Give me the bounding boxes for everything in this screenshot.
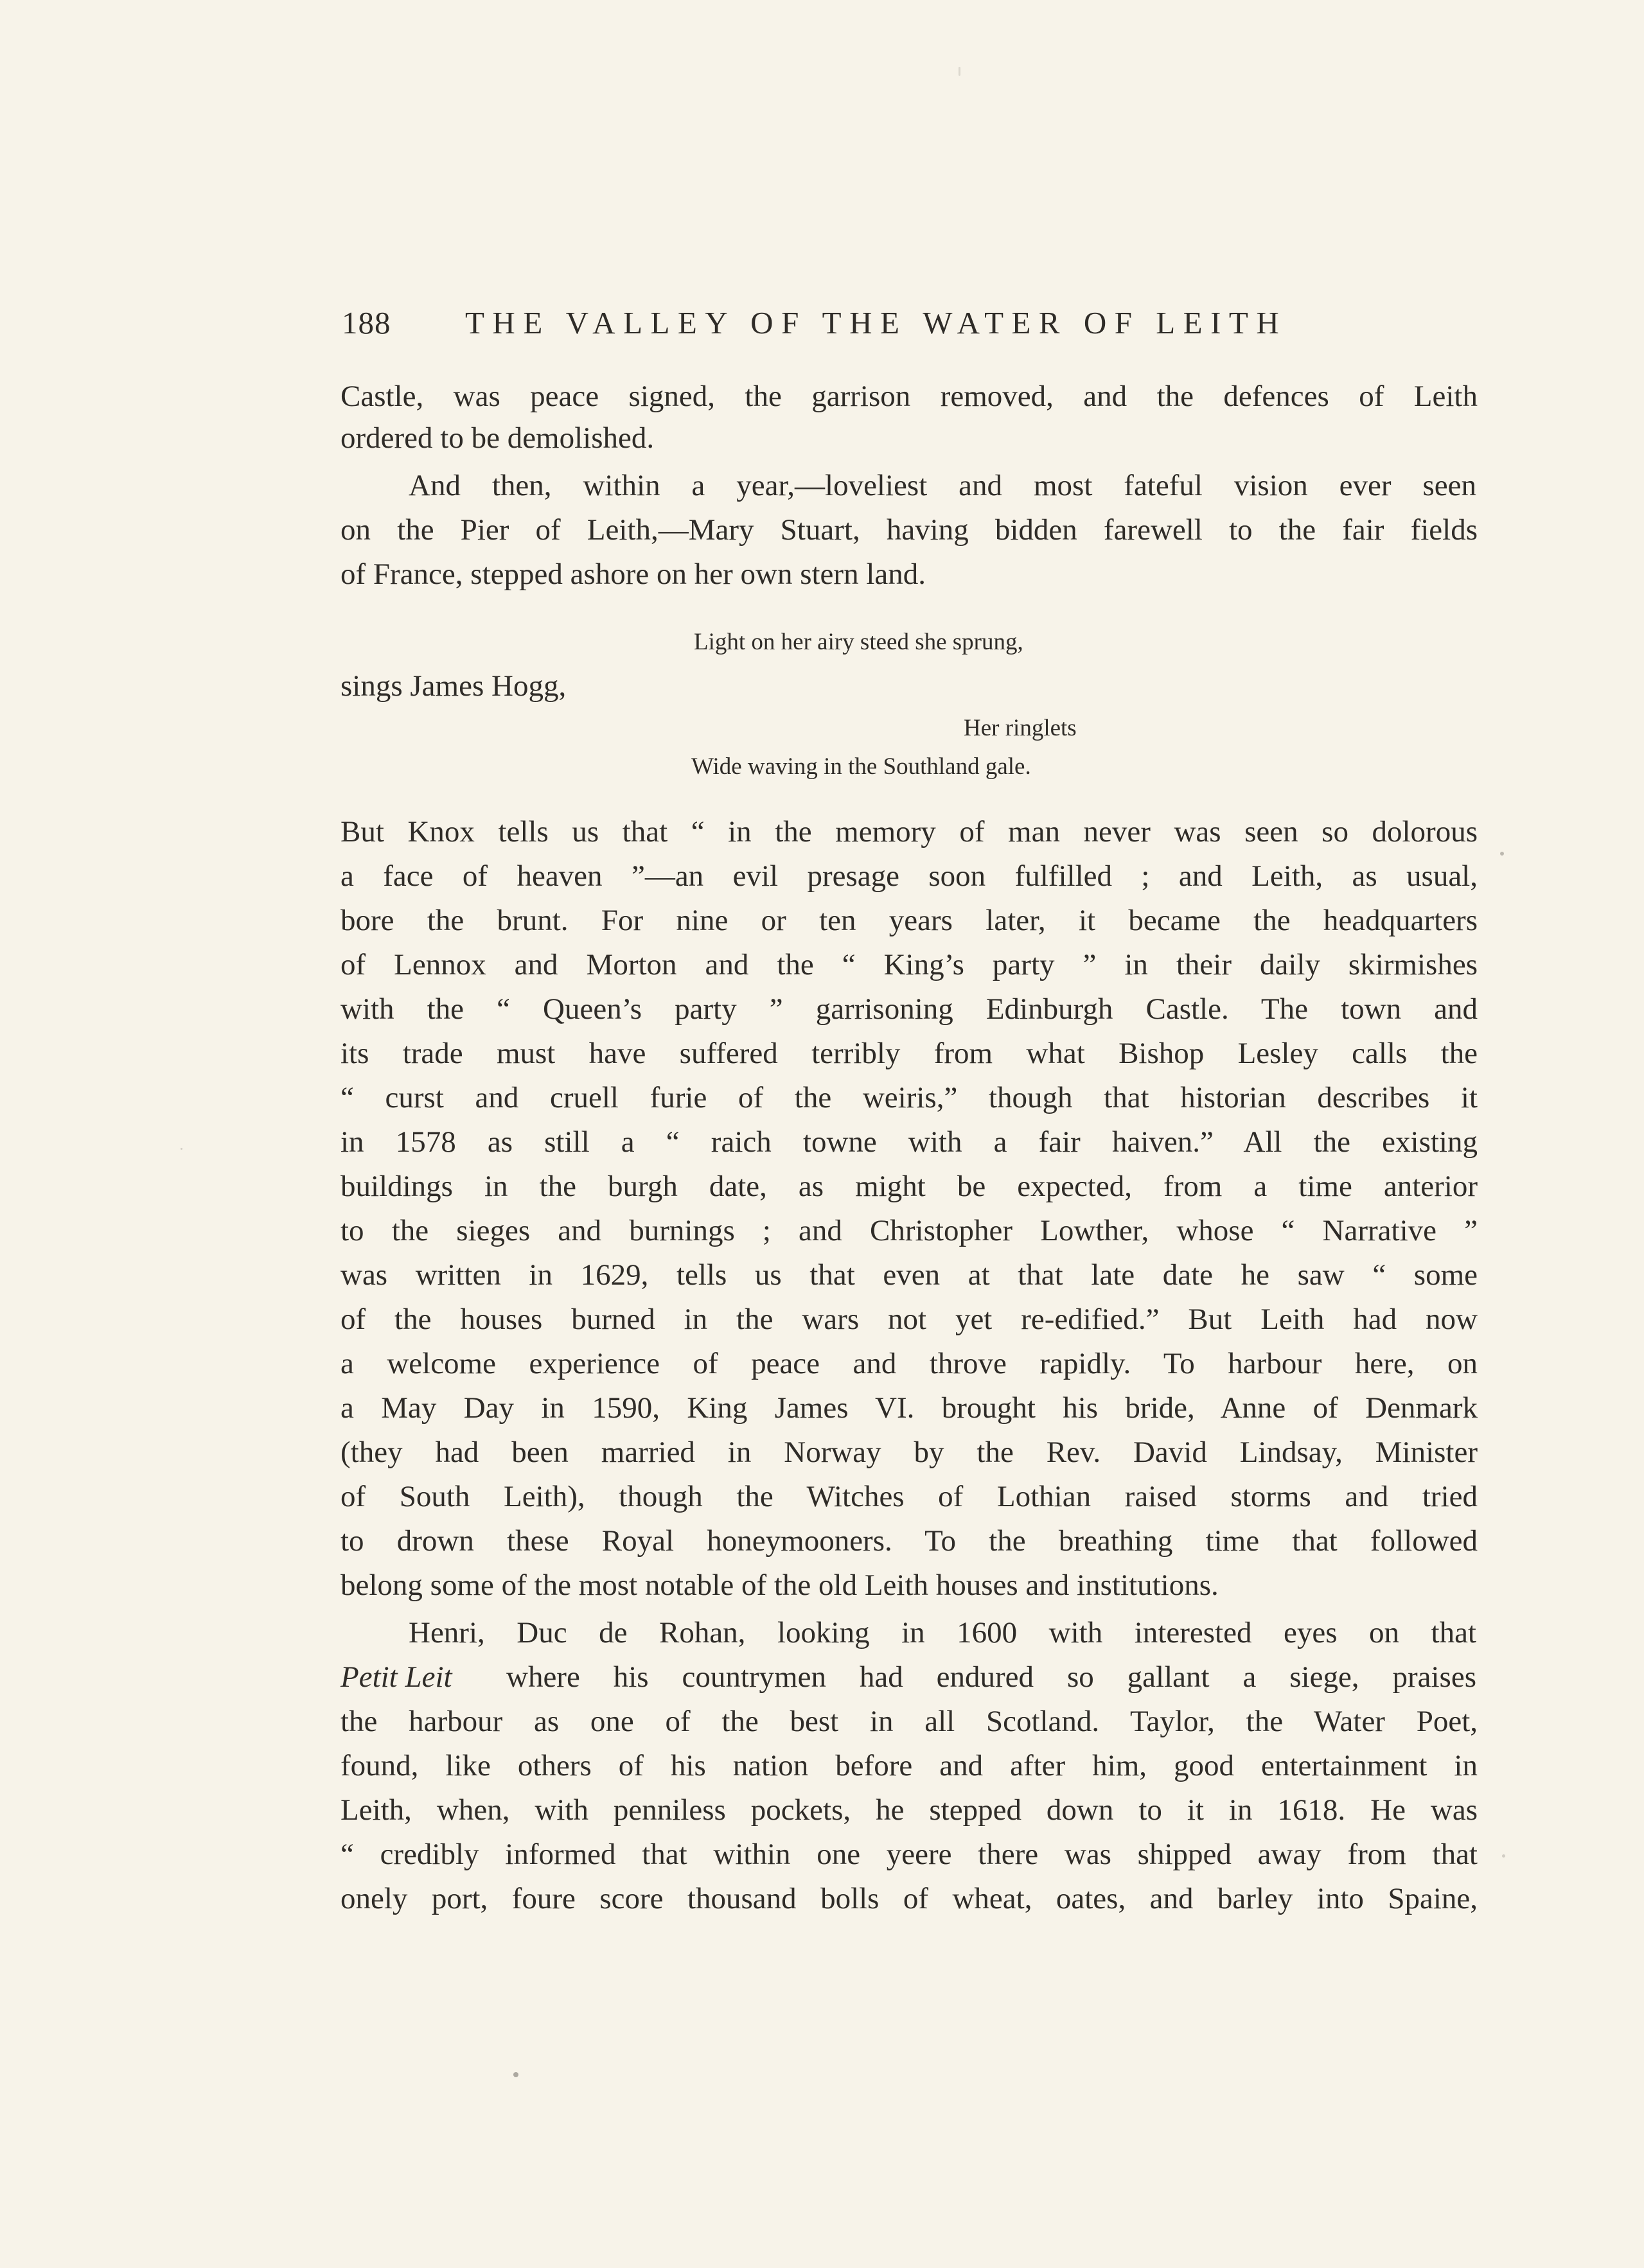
- body-line: a May Day in 1590, King James VI. brought his bride, Anne of Denmark: [340, 1391, 1478, 1425]
- body-line: was written in 1629, tells us that even at that late date he saw “ some: [340, 1258, 1478, 1292]
- verse-line: Wide waving in the Southland gale.: [691, 753, 1031, 780]
- body-line: the harbour as one of the best in all Scotland. Taylor, the Water Poet,: [340, 1705, 1478, 1738]
- body-line: But Knox tells us that “ in the memory of man never was seen so dolorous: [340, 815, 1478, 848]
- body-line: And then, within a year,—loveliest and most fateful vision ever seen: [409, 469, 1476, 502]
- verse-line: Light on her airy steed she sprung,: [694, 629, 1023, 655]
- body-line: buildings in the burgh date, as might be expected, from a time anterior: [340, 1170, 1478, 1203]
- body-line: found, like others of his nation before and after him, good entertainment in: [340, 1749, 1478, 1782]
- italic-phrase: Petit Leit: [340, 1660, 452, 1694]
- body-line: its trade must have suffered terribly from what Bishop Lesley calls the: [340, 1037, 1478, 1070]
- body-line: Leith, when, with penniless pockets, he stepped down to it in 1618. He was: [340, 1793, 1478, 1827]
- body-line: of France, stepped ashore on her own stern land.: [340, 558, 926, 591]
- body-line: Henri, Duc de Rohan, looking in 1600 with interested eyes on that: [409, 1616, 1476, 1649]
- running-title: THE VALLEY OF THE WATER OF LEITH: [465, 305, 1287, 340]
- body-line: where his countrymen had endured so gallant a siege, praises: [506, 1660, 1476, 1694]
- body-line: a face of heaven ”—an evil presage soon fulfilled ; and Leith, as usual,: [340, 859, 1478, 893]
- page-number: 188: [342, 305, 391, 340]
- body-line: belong some of the most notable of the old Leith houses and institutions.: [340, 1569, 1219, 1602]
- body-line: with the “ Queen’s party ” garrisoning Edinburgh Castle. The town and: [340, 992, 1478, 1026]
- body-line: “ credibly informed that within one yeere there was shipped away from that: [340, 1838, 1478, 1871]
- paper-speck: [513, 2072, 518, 2077]
- body-line: a welcome experience of peace and throve rapidly. To harbour here, on: [340, 1347, 1478, 1380]
- paper-speck: [1500, 852, 1504, 856]
- page-header: [342, 301, 1359, 346]
- body-line: of South Leith), though the Witches of Lothian raised storms and tried: [340, 1480, 1478, 1513]
- body-line: of Lennox and Morton and the “ King’s party ” in their daily skirmishes: [340, 948, 1478, 981]
- body-line: of the houses burned in the wars not yet re-edified.” But Leith had now: [340, 1303, 1478, 1336]
- body-line: “ curst and cruell furie of the weiris,” though that historian describes it: [340, 1081, 1478, 1114]
- body-line: on the Pier of Leith,—Mary Stuart, having bidden farewell to the fair fields: [340, 513, 1478, 547]
- body-line: in 1578 as still a “ raich towne with a fair haiven.” All the existing: [340, 1125, 1478, 1159]
- body-line: to the sieges and burnings ; and Christopher Lowther, whose “ Narrative ”: [340, 1214, 1478, 1247]
- body-line: to drown these Royal honeymooners. To the breathing time that followed: [340, 1524, 1478, 1558]
- body-line: onely port, foure score thousand bolls of wheat, oates, and barley into Spaine,: [340, 1882, 1478, 1915]
- paper-speck: [959, 67, 960, 76]
- body-line: (they had been married in Norway by the Rev. David Lindsay, Minister: [340, 1436, 1478, 1469]
- body-line: ordered to be demolished.: [340, 421, 655, 455]
- paper-speck: [181, 1148, 182, 1150]
- body-line: bore the brunt. For nine or ten years later, it became the headquarters: [340, 904, 1478, 937]
- paper-speck: [1502, 1854, 1505, 1858]
- body-line: sings James Hogg,: [340, 669, 567, 703]
- body-line: Castle, was peace signed, the garrison removed, and the defences of Leith: [340, 380, 1478, 413]
- verse-line: Her ringlets: [964, 715, 1077, 741]
